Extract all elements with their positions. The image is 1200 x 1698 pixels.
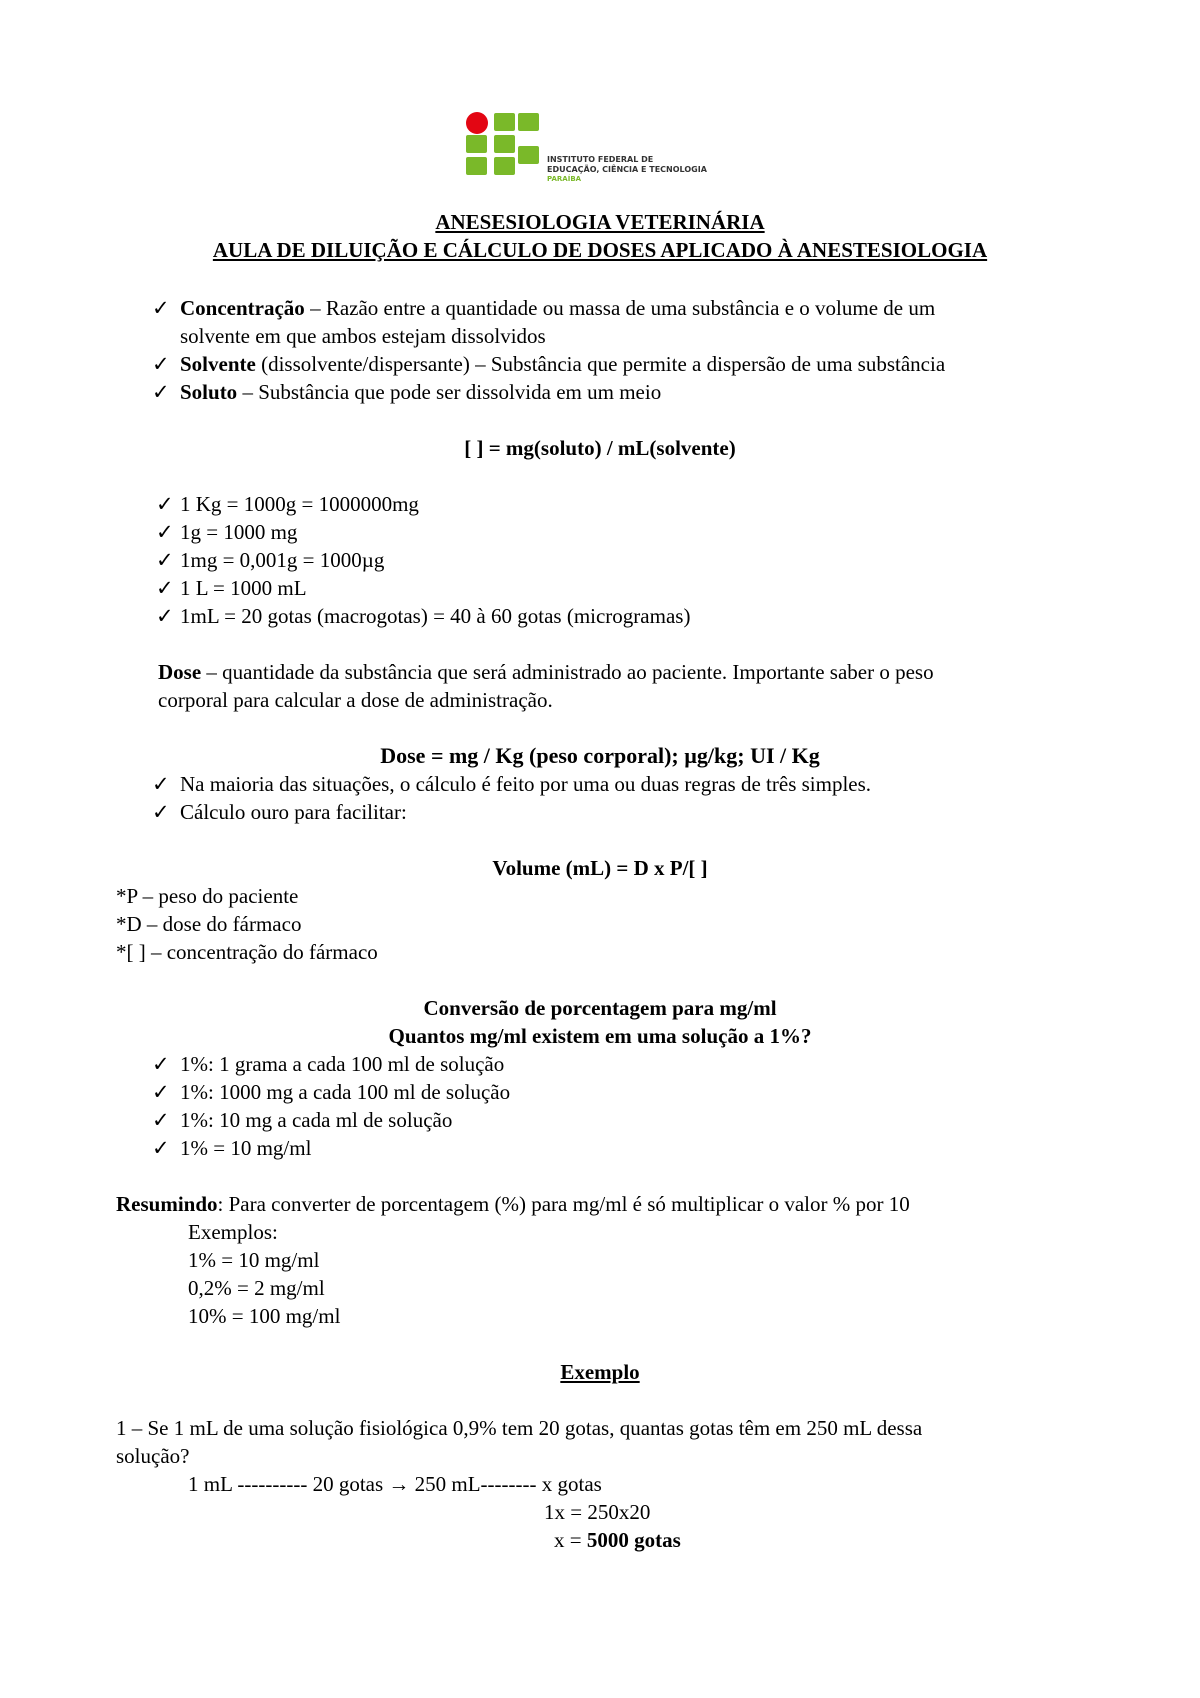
volume-formula: Volume (mL) = D x P/[ ] bbox=[492, 856, 708, 880]
summary-text: Resumindo: Para converter de porcentagem (%) para mg/ml é só multiplicar o valor % por 10 bbox=[116, 1192, 910, 1216]
example-calc-2: 1x = 250x20 bbox=[544, 1500, 651, 1524]
example-value: 10% = 100 mg/ml bbox=[188, 1304, 341, 1328]
check-icon: ✓ bbox=[152, 1052, 170, 1076]
example-heading: Exemplo bbox=[560, 1360, 640, 1384]
conversion-item: ✓ 1%: 1000 mg a cada 100 ml de solução bbox=[152, 1080, 511, 1104]
check-icon: ✓ bbox=[156, 548, 174, 572]
conversion-title: Conversão de porcentagem para mg/ml bbox=[423, 996, 777, 1020]
check-icon: ✓ bbox=[152, 1108, 170, 1132]
logo-line-3: PARAÍBA bbox=[547, 175, 582, 183]
example-calc-1: 1 mL ---------- 20 gotas → 250 mL-------- x gotas bbox=[188, 1472, 602, 1496]
def-concentration-cont: solvente em que ambos estejam dissolvidos bbox=[180, 324, 546, 348]
check-icon: ✓ bbox=[152, 772, 170, 796]
def-concentration: ✓ Concentração – Razão entre a quantidade ou massa de uma substância e o volume de um bbox=[152, 296, 936, 320]
conversion-item: ✓ 1%: 1 grama a cada 100 ml de solução bbox=[152, 1052, 505, 1076]
check-icon: ✓ bbox=[156, 492, 174, 516]
check-icon: ✓ bbox=[152, 1136, 170, 1160]
dose-formula: Dose = mg / Kg (peso corporal); µg/kg; UI / Kg bbox=[380, 743, 820, 768]
dose-definition: Dose – quantidade da substância que será administrado ao paciente. Importante saber o peso bbox=[158, 660, 934, 684]
document-title: ANESESIOLOGIA VETERINÁRIA bbox=[435, 210, 765, 234]
concentration-formula: [ ] = mg(soluto) / mL(solvente) bbox=[464, 436, 736, 460]
document-subtitle: AULA DE DILUIÇÃO E CÁLCULO DE DOSES APLICADO À ANESTESIOLOGIA bbox=[212, 238, 988, 262]
def-solute: ✓ Soluto – Substância que pode ser dissolvida em um meio bbox=[152, 380, 662, 404]
conversion-item: ✓ 1% = 10 mg/ml bbox=[152, 1136, 312, 1160]
check-icon: ✓ bbox=[152, 800, 170, 824]
example-question-cont: solução? bbox=[116, 1444, 190, 1468]
example-value: 0,2% = 2 mg/ml bbox=[188, 1276, 325, 1300]
example-value: 1% = 10 mg/ml bbox=[188, 1248, 320, 1272]
check-icon: ✓ bbox=[152, 296, 170, 320]
unit-item: ✓ 1g = 1000 mg bbox=[156, 520, 298, 544]
conversion-question: Quantos mg/ml existem em uma solução a 1%? bbox=[388, 1024, 812, 1048]
institute-logo-graphic bbox=[463, 112, 753, 184]
check-icon: ✓ bbox=[152, 380, 170, 404]
logo-red-dot bbox=[466, 112, 488, 134]
institute-logo bbox=[463, 112, 753, 190]
calc-item: ✓ Na maioria das situações, o cálculo é feito por uma ou duas regras de três simples. bbox=[152, 772, 872, 796]
def-solvent: ✓ Solvente (dissolvente/dispersante) – Substância que permite a dispersão de uma substância bbox=[152, 352, 946, 376]
dose-definition-cont: corporal para calcular a dose de administração. bbox=[158, 688, 553, 712]
legend-item: *[ ] – concentração do fármaco bbox=[116, 940, 378, 964]
check-icon: ✓ bbox=[156, 576, 174, 600]
unit-item: ✓ 1 Kg = 1000g = 1000000mg bbox=[156, 492, 419, 516]
example-question: 1 – Se 1 mL de uma solução fisiológica 0,9% tem 20 gotas, quantas gotas têm em 250 mL dessa bbox=[116, 1416, 923, 1440]
check-icon: ✓ bbox=[152, 1080, 170, 1104]
legend-item: *P – peso do paciente bbox=[116, 884, 299, 908]
unit-item: ✓ 1mg = 0,001g = 1000µg bbox=[156, 548, 385, 572]
check-icon: ✓ bbox=[152, 352, 170, 376]
logo-line-1: INSTITUTO FEDERAL DE bbox=[547, 155, 654, 164]
conversion-item: ✓ 1%: 10 mg a cada ml de solução bbox=[152, 1108, 453, 1132]
check-icon: ✓ bbox=[156, 520, 174, 544]
logo-line-2: EDUCAÇÃO, CIÊNCIA E TECNOLOGIA bbox=[547, 165, 707, 174]
examples-label: Exemplos: bbox=[188, 1220, 278, 1244]
check-icon: ✓ bbox=[156, 604, 174, 628]
calc-item: ✓ Cálculo ouro para facilitar: bbox=[152, 800, 407, 824]
unit-item: ✓ 1mL = 20 gotas (macrogotas) = 40 à 60 gotas (microgramas) bbox=[156, 604, 691, 628]
legend-item: *D – dose do fármaco bbox=[116, 912, 302, 936]
example-calc-3: x = 5000 gotas bbox=[554, 1528, 681, 1552]
unit-item: ✓ 1 L = 1000 mL bbox=[156, 576, 307, 600]
